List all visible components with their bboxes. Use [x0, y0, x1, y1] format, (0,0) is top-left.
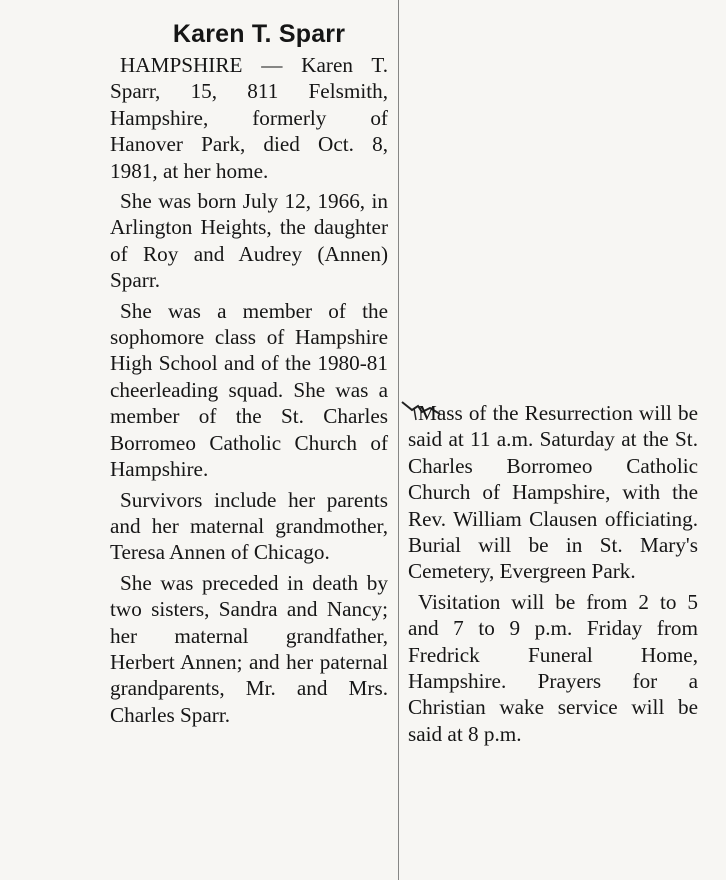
- right-column: [408, 400, 698, 751]
- obituary-headline: Karen T. Sparr: [172, 20, 346, 48]
- left-column: [110, 18, 388, 732]
- paragraph-birth: She was born July 12, 1966, in Arlington Heights, the daughter of Roy and Audrey (Annen) Sparr.: [110, 189, 388, 293]
- paragraph-survivors: Survivors include her parents and her maternal grandmother, Teresa Annen of Chicago.: [110, 487, 388, 565]
- paragraph-visitation: Visitation will be from 2 to 5 and 7 to 9 p.m. Friday from Fredrick Funeral Home, Hampshire. Prayers for a Christian wake service will be said at 8 p.m.: [408, 589, 698, 746]
- paragraph-death-notice: HAMPSHIRE — Karen T. Sparr, 15, 811 Felsmith, Hampshire, formerly of Hanover Park, died Oct. 8, 1981, at her home.: [110, 53, 388, 183]
- paragraph-mass: Mass of the Resurrection will be said at 11 a.m. Saturday at the St. Charles Borromeo Catholic Church of Hampshire, with the Rev. William Clausen officiating. Burial will be in St. Mary's Cemetery, Evergreen Park.: [408, 401, 698, 584]
- paragraph-school-church: She was a member of the sophomore class of Hampshire High School and of the 1980-81 cheerleading squad. She was a member of the St. Charles Borromeo Catholic Church of Hampshire.: [110, 298, 388, 482]
- paragraph-preceded: She was preceded in death by two sisters, Sandra and Nancy; her maternal grandfather, Herbert Annen; and her paternal grandparents, Mr. and Mrs. Charles Sparr.: [110, 570, 388, 727]
- column-rule: [398, 0, 399, 880]
